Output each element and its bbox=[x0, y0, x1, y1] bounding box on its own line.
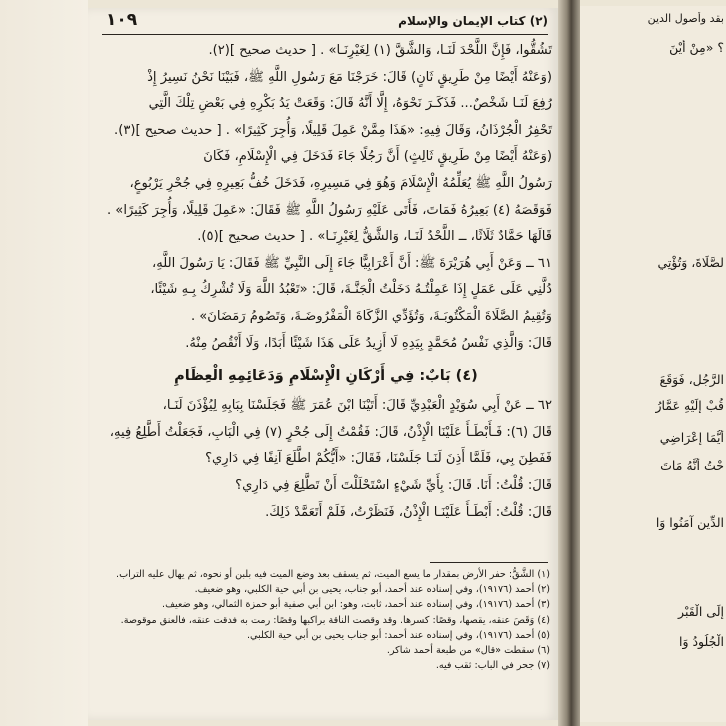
facing-line: الرَّجُلِ، فَوَقَعَ bbox=[659, 372, 724, 387]
text-line: (وَعَنْهُ أَيْضًا مِنْ طَرِيقٍ ثَالِثٍ) أَنَّ رَجُلًا جَاءَ فَدَخَلَ فِي الْإِسْلَامِ، فَكَانَ bbox=[203, 149, 552, 165]
facing-line: إِلَى الْقَبْرِ bbox=[678, 604, 724, 619]
text-line: قَالَ (٦): فَـأَبْطَـأَ عَلَيْنَا الْإِذْنُ، قَالَ: فَقُمْتُ إِلَى جُحْرٍ (٧) فِي الْبَابِ، فَجَعَلْتُ أَطَّلِعُ فِيهِ، bbox=[109, 424, 552, 440]
running-header bbox=[102, 10, 548, 35]
text-line: رُفِعَ لَنَـا شَخْصٌ... فَذَكَـرَ نَحْوَهُ، إِلَّا أَنَّهُ قَالَ: وَقَعَتْ يَدُ بَكْرِهِ فِي بَعْضِ تِلْكَ الَّتِي bbox=[148, 96, 552, 112]
text-line: دُلَّنِي عَلَى عَمَلٍ إِذَا عَمِلْتُـهُ دَخَلْتُ الْجَنَّـةَ، قَالَ: «تَعْبُدُ اللَّهَ وَلَا تُشْرِكُ بِـهِ شَيْئًا، bbox=[150, 282, 552, 298]
text-line: قَالَ: قُلْتُ: أَنَا. قَالَ: بِأَيِّ شَيْءٍ اسْتَحْلَلْتَ أَنْ تَطَّلِعَ فِي دَارِي؟ bbox=[235, 477, 552, 493]
text-line: فَفَطِنَ بِي، فَلَمَّا أَذِنَ لَنَـا جَلَسْنَا، فَقَالَ: «أَيُّكُمْ اطَّلَعَ آنِفًا فِي دَارِي؟ bbox=[205, 451, 552, 467]
facing-header: بقد وأصول الدين bbox=[647, 12, 724, 25]
facing-line: قُبْ إِلَيْهِ عَمَّارُ bbox=[655, 398, 724, 413]
footnote: (٤) وَقَصَ عنقه، يقصها، وقصًا: كسرها. وقد وقصت الناقة براكبها وقصًا: رمت به فدقت عنقه، فالعنق موقوصة. bbox=[120, 614, 550, 626]
footnote-divider bbox=[430, 562, 548, 563]
text-line: وَتُقِيمُ الصَّلَاةَ الْمَكْتُوبَـةَ، وَتُؤَدِّي الزَّكَاةَ الْمَفْرُوضَـةَ، وَتَصُومُ رَمَضَانَ» . bbox=[190, 308, 552, 324]
facing-line: لصَّلَاةَ، وَتُؤْتِي bbox=[657, 255, 724, 270]
text-line: تَشُقُّوا، فَإِنَّ اللَّحْدَ لَنَـا، وَالشَّقَّ (١) لِغَيْرِنَـا» . [ حديث صحيح ](٢). bbox=[208, 43, 552, 58]
text-line: قَالَهَا حَمَّادٌ ثَلَاثًا، ــ اللَّحْدُ لَنَـا، وَالشَّقُّ لِغَيْرِنَـا» . [ حديث صحيح ](٥). bbox=[197, 229, 552, 245]
page-number: ١٠٩ bbox=[106, 10, 138, 30]
running-title: (٢) كتاب الإيمان والإسلام bbox=[398, 14, 548, 28]
facing-line: ؟ «مِنْ أَيْنَ bbox=[669, 40, 724, 55]
footnote: (٣) أحمد (١٩١٧٦)، وفي إسناده عند أحمد، ثابت، وهو: ابن أبي صفية أبو حمزة الثمالي، وهو ضعيف. bbox=[162, 599, 550, 611]
footnote: (٢) أحمد (١٩١٧٦)، وفي إسناده عند أحمد، أبو جناب، يحيى بن أبي حية الكلبي، وهو ضعيف. bbox=[194, 584, 550, 596]
footnote: (٧) جحر في الباب: ثقب فيه. bbox=[435, 660, 550, 672]
text-line: (وَعَنْهُ أَيْضًا مِنْ طَرِيقٍ ثَانٍ) قَالَ: خَرَجْنَا مَعَ رَسُولِ اللَّهِ ﷺ، فَبَيْنَا نَحْنُ نَسِيرُ إِذْ bbox=[147, 69, 552, 85]
facing-line: حْتُ أَنَّهُ مَاتَ bbox=[660, 458, 724, 473]
text-line: قَالَ: وَالَّذِي نَفْسُ مُحَمَّدٍ بِيَدِهِ لَا أَزِيدُ عَلَى هَذَا شَيْئًا أَبَدًا، وَلَا أَنْقُصُ مِنْهُ. bbox=[185, 335, 552, 351]
page-edge bbox=[0, 0, 88, 726]
facing-line: الدِّينِ آمَنُوا وَا bbox=[655, 515, 724, 530]
text-line: ٦٢ ــ عَنْ أَبِي سُوَيْدٍ الْعَبْدِيِّ قَالَ: أَتَيْنَا ابْنَ عُمَرَ ﷺ فَجَلَسْنَا بِبَابِهِ لِيُؤْذَنَ لَنَـا، bbox=[162, 398, 552, 414]
text-line: فَوَقَصَهُ (٤) بَعِيرُهُ فَمَاتَ، فَأَتَى عَلَيْهِ رَسُولُ اللَّهِ ﷺ فَقَالَ: «عَمِلَ قَلِيلًا، وَأُجِرَ كَثِيرًا» . bbox=[106, 202, 552, 218]
footnote: (١) الشَّقُّ: حفر الأرض بمقدار ما يسع الميت، ثم يسقف بعد وضع الميت فيه بلبن أو نحوه، ثم يهال عليه التراب. bbox=[116, 569, 550, 580]
text-line: تَحْفِرُ الْجُرْذَانُ، وَقَالَ فِيهِ: «هَذَا مِمَّنْ عَمِلَ قَلِيلًا، وَأُجِرَ كَثِيرًا» . [ حديث صحيح ](٣). bbox=[114, 122, 552, 138]
text-line: قَالَ: قُلْتُ: أَبْطَـأَ عَلَيْنَـا الْإِذْنُ، فَنَظَرْتُ، فَلَمْ أَتَعَمَّدْ ذَلِكَ. bbox=[265, 504, 552, 520]
main-text bbox=[100, 38, 552, 526]
book-gutter bbox=[558, 0, 580, 726]
facing-line: أَيُّمَا إِعْرَاضِي bbox=[659, 430, 724, 445]
footnote: (٦) سقطت «قال» من طبعة أحمد شاكر. bbox=[386, 645, 550, 657]
chapter-heading: (٤) بَابٌ: فِي أَرْكَانِ الْإِسْلَامِ وَدَعَائِمِهِ الْعِظَامِ bbox=[174, 368, 478, 385]
footnote: (٥) أحمد (١٩١٧٦)، وفي إسناده عند أحمد: أبو جناب يحيى بن أبي حية الكلبي. bbox=[246, 629, 550, 641]
footnotes bbox=[100, 567, 550, 673]
text-line: ٦١ ــ وَعَنْ أَبِي هُرَيْرَةَ ﷺ: أَنَّ أَعْرَابِيًّا جَاءَ إِلَى النَّبِيِّ ﷺ فَقَالَ: يَا رَسُولَ اللَّهِ، bbox=[152, 255, 552, 271]
facing-line: الْجُلُودُ وَا bbox=[679, 634, 724, 649]
text-line: رَسُولُ اللَّهِ ﷺ يُعَلِّمُهُ الْإِسْلَامَ وَهُوَ فِي مَسِيرِهِ، فَدَخَلَ خُفُّ بَعِيرِهِ فِي جُحْرِ يَرْبُوعٍ، bbox=[129, 175, 552, 191]
